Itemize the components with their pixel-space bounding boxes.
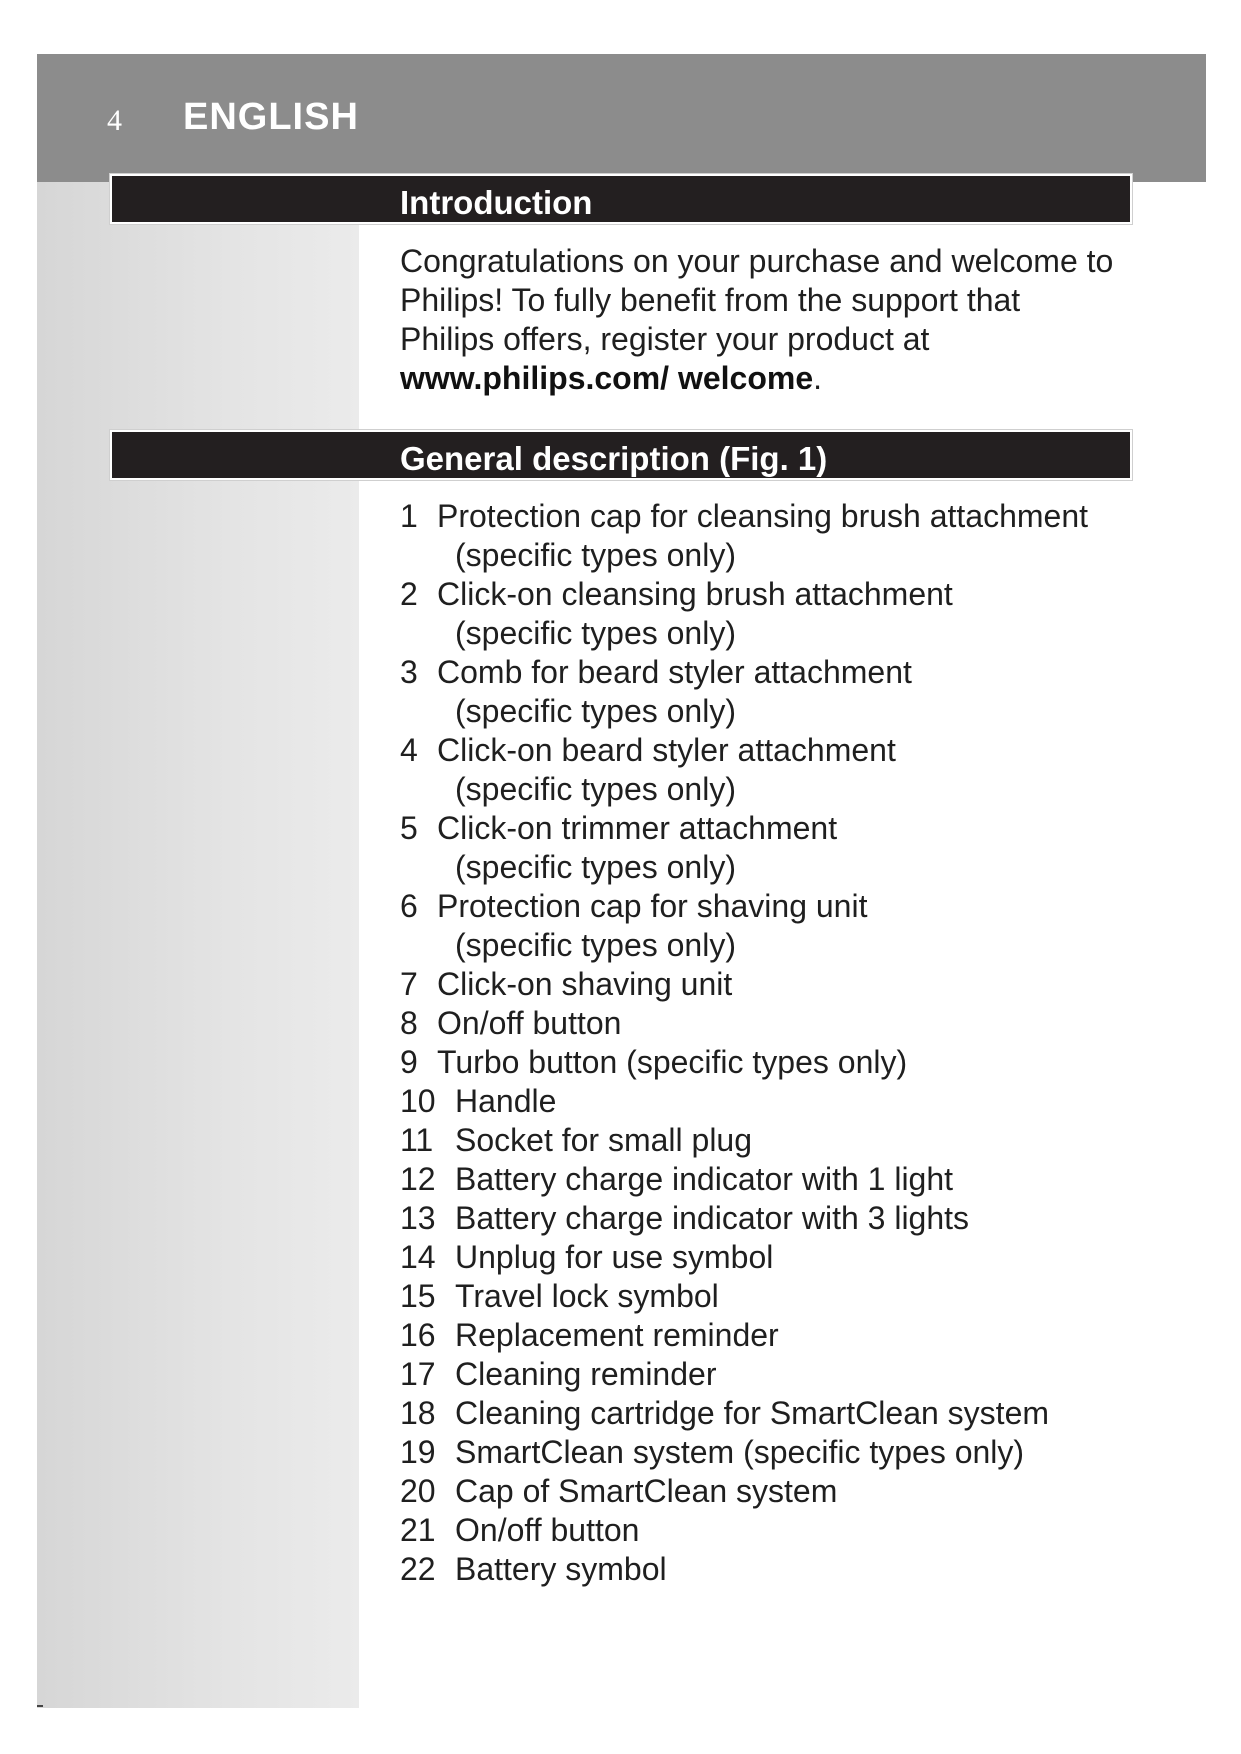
item-label: Unplug for use symbol (455, 1239, 774, 1275)
item-label: On/off button (437, 1005, 622, 1041)
list-item (400, 497, 1120, 575)
list-item (400, 1199, 1120, 1238)
item-number: 14 (400, 1239, 436, 1275)
item-number: 2 (400, 576, 418, 612)
item-number: 12 (400, 1161, 436, 1197)
list-item (400, 1238, 1120, 1277)
list-item (400, 1511, 1120, 1550)
item-label: Turbo button (specific types only) (437, 1044, 908, 1080)
list-item (400, 1277, 1120, 1316)
item-label: Cleaning reminder (455, 1356, 717, 1392)
list-item (400, 1550, 1120, 1589)
item-number: 11 (400, 1122, 434, 1158)
list-item (400, 1355, 1120, 1394)
introduction-text: Congratulations on your purchase and welcome to Philips! To fully benefit from the support that Philips offers, register your product at (400, 243, 1114, 357)
general-description-heading-bar (110, 430, 1132, 480)
list-item (400, 1121, 1120, 1160)
item-label: Handle (455, 1083, 557, 1119)
item-number: 21 (400, 1512, 436, 1548)
list-item (400, 1004, 1120, 1043)
list-item (400, 1472, 1120, 1511)
item-label: Click-on cleansing brush attachment (437, 576, 953, 612)
item-label: Replacement reminder (455, 1317, 779, 1353)
item-label: Protection cap for cleansing brush attachment (437, 498, 1089, 534)
introduction-paragraph (400, 242, 1120, 398)
item-label: Socket for small plug (455, 1122, 753, 1158)
item-number: 9 (400, 1044, 418, 1080)
item-number: 10 (400, 1083, 436, 1119)
list-item (400, 653, 1120, 731)
general-description-heading: General description (Fig. 1) (400, 440, 828, 477)
side-margin-strip (37, 182, 359, 1708)
item-number: 13 (400, 1200, 436, 1236)
item-note: (specific types only) (455, 615, 736, 651)
item-label: Click-on shaving unit (437, 966, 733, 1002)
item-note: (specific types only) (455, 771, 736, 807)
item-number: 20 (400, 1473, 436, 1509)
list-item (400, 1160, 1120, 1199)
item-number: 6 (400, 888, 418, 924)
crop-mark (37, 1705, 43, 1707)
item-label: Protection cap for shaving unit (437, 888, 868, 924)
item-label: Travel lock symbol (455, 1278, 719, 1314)
introduction-heading-bar (110, 174, 1132, 224)
list-item (400, 1394, 1120, 1433)
list-item (400, 1043, 1120, 1082)
item-note: (specific types only) (455, 927, 736, 963)
item-number: 3 (400, 654, 418, 690)
parts-list (400, 497, 1120, 1589)
item-number: 15 (400, 1278, 436, 1314)
list-item (400, 1316, 1120, 1355)
item-number: 5 (400, 810, 418, 846)
item-label: Cleaning cartridge for SmartClean system (455, 1395, 1050, 1431)
item-note: (specific types only) (455, 693, 736, 729)
item-label: Battery symbol (455, 1551, 667, 1587)
item-number: 22 (400, 1551, 436, 1587)
introduction-text-end: . (813, 360, 823, 396)
item-label: Click-on beard styler attachment (437, 732, 896, 768)
page-number: 4 (107, 104, 122, 137)
list-item (400, 1433, 1120, 1472)
item-label: Battery charge indicator with 1 light (455, 1161, 954, 1197)
item-note: (specific types only) (455, 849, 736, 885)
item-label: Cap of SmartClean system (455, 1473, 838, 1509)
registration-link[interactable]: www.philips.com/ welcome (400, 360, 814, 396)
list-item (400, 1082, 1120, 1121)
item-label: On/off button (455, 1512, 640, 1548)
item-number: 8 (400, 1005, 418, 1041)
language-title: ENGLISH (183, 96, 359, 138)
item-number: 1 (400, 498, 418, 534)
item-label: SmartClean system (specific types only) (455, 1434, 1025, 1470)
list-item (400, 965, 1120, 1004)
list-item (400, 809, 1120, 887)
item-label: Click-on trimmer attachment (437, 810, 838, 846)
item-number: 19 (400, 1434, 436, 1470)
introduction-heading: Introduction (400, 184, 593, 221)
list-item (400, 731, 1120, 809)
item-label: Comb for beard styler attachment (437, 654, 912, 690)
item-number: 16 (400, 1317, 436, 1353)
list-item (400, 887, 1120, 965)
list-item (400, 575, 1120, 653)
item-number: 4 (400, 732, 418, 768)
item-number: 18 (400, 1395, 436, 1431)
item-label: Battery charge indicator with 3 lights (455, 1200, 970, 1236)
item-note: (specific types only) (455, 537, 736, 573)
item-number: 7 (400, 966, 418, 1002)
item-number: 17 (400, 1356, 436, 1392)
